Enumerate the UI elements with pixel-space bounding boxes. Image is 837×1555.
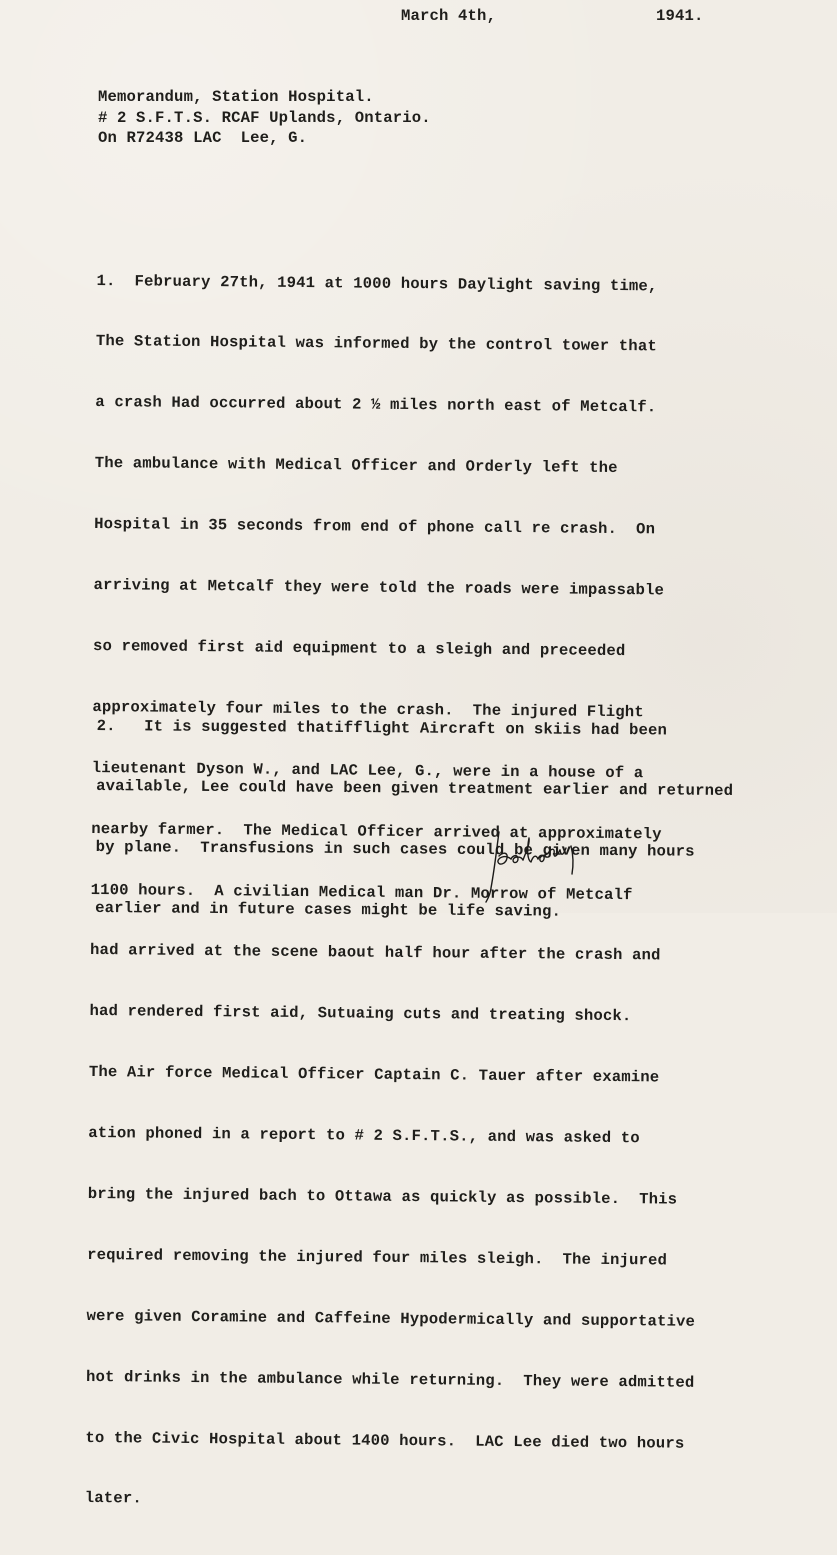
memo-year: 1941. [656, 7, 704, 25]
paragraph-line: later. [84, 1489, 142, 1508]
paragraph-line: Hospital in 35 seconds from end of phone call re crash. On [94, 515, 656, 539]
paragraph-line: were given Coramine and Caffeine Hypodermically and supportative [86, 1306, 696, 1331]
paragraph-line: available, Lee could have been given treatment earlier and returned [96, 777, 734, 801]
paragraph-line: nearby farmer. The Medical Officer arrived at approximately [91, 819, 662, 844]
memo-heading-line: # 2 S.F.T.S. RCAF Uplands, Ontario. [98, 108, 431, 127]
paragraph-line: by plane. Transfusions in such cases could be given many hours [95, 838, 695, 862]
paragraph-line: so removed first aid equipment to a sleigh and preceeded [92, 636, 626, 661]
paragraph-line: lieutenant Dyson W., and LAC Lee, G., were in a house of a [91, 758, 644, 782]
paragraph-line: 1. February 27th, 1941 at 1000 hours Daylight saving time, [96, 271, 658, 295]
paragraph-line: ation phoned in a report to # 2 S.F.T.S., and was asked to [88, 1124, 640, 1148]
paragraph-line: had rendered first aid, Sutuaing cuts and treating shock. [89, 1002, 632, 1026]
memo-heading-line: Memorandum, Station Hospital. [98, 88, 374, 106]
paragraph-line: had arrived at the scene baout half hour after the crash and [89, 941, 661, 965]
handwritten-signature-icon [483, 826, 593, 906]
signature [483, 826, 593, 906]
paragraph-line: 2. It is suggested thatifflight Aircraft on skiis had been [96, 716, 668, 740]
paragraph-line: required removing the injured four miles sleigh. The injured [87, 1245, 668, 1270]
memo-heading [98, 87, 431, 149]
paragraph-line: The Air force Medical Officer Captain C. Tauer after examine [88, 1063, 660, 1087]
paragraph-2 [95, 675, 734, 964]
memo-heading-line: On R72438 LAC Lee, G. [98, 129, 308, 147]
memo-date: March 4th, [401, 7, 497, 25]
paragraph-line: approximately four miles to the crash. The injured Flight [92, 697, 644, 722]
paragraph-line: 1100 hours. A civilian Medical man Dr. Morrow of Metcalf [90, 880, 633, 904]
paragraph-line: to the Civic Hospital about 1400 hours. LAC Lee died two hours [85, 1428, 685, 1453]
paragraph-line: The ambulance with Medical Officer and Orderly left the [94, 454, 618, 478]
paragraph-line: The Station Hospital was informed by the control tower that [95, 332, 657, 356]
paragraph-line: bring the injured bach to Ottawa as quickly as possible. This [87, 1184, 678, 1209]
paragraph-line: earlier and in future cases might be life saving. [95, 899, 562, 921]
paragraph-line: hot drinks in the ambulance while returning. They were admitted [85, 1367, 695, 1392]
paragraph-line: a crash Had occurred about 2 ½ miles north east of Metcalf. [95, 393, 657, 417]
paragraph-line: arriving at Metcalf they were told the roads were impassable [93, 576, 665, 600]
